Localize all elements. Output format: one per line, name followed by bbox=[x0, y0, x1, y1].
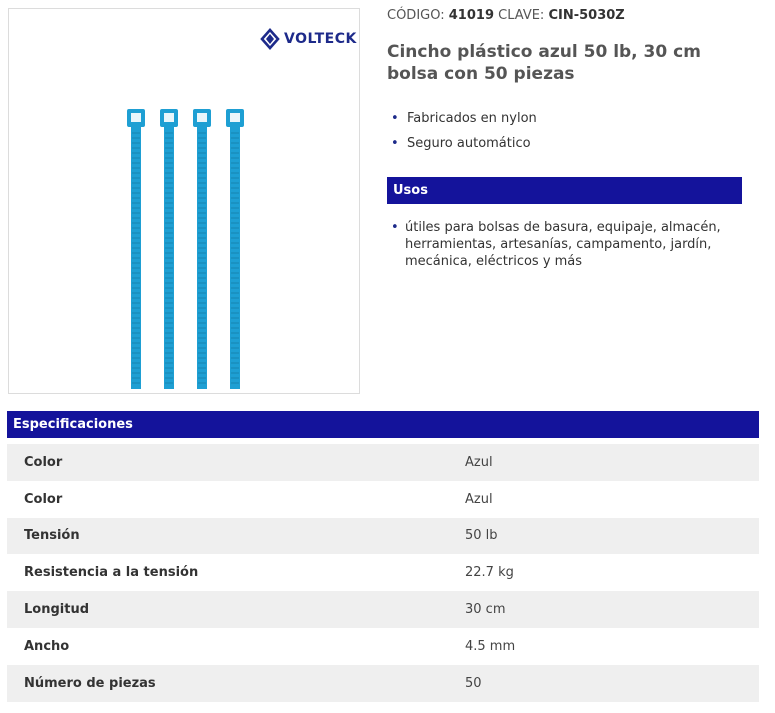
cable-tie bbox=[127, 109, 145, 389]
table-row bbox=[7, 554, 759, 591]
spec-value: Azul bbox=[465, 444, 759, 481]
spec-key: Color bbox=[24, 491, 63, 507]
spec-key: Tensión bbox=[7, 518, 465, 555]
product-title: Cincho plástico azul 50 lb, 30 cm bolsa con 50 piezas bbox=[387, 42, 701, 84]
cable-tie bbox=[193, 109, 211, 389]
uses-item: • útiles para bolsas de basura, equipaje, almacén, herramientas, artesanías, campamento, jardín, mecánica, eléctricos y más bbox=[387, 219, 737, 270]
table-row bbox=[7, 518, 759, 555]
spec-key: Resistencia a la tensión bbox=[24, 565, 199, 581]
specs-table bbox=[7, 444, 759, 702]
spec-key: Ancho bbox=[24, 638, 70, 654]
brand-name: VOLTECK bbox=[284, 31, 357, 47]
spec-key: Color bbox=[7, 444, 465, 481]
spec-value: 50 lb bbox=[465, 518, 759, 555]
spec-value: 50 bbox=[465, 665, 759, 702]
table-row bbox=[7, 444, 759, 481]
spec-key: Longitud bbox=[7, 591, 465, 628]
table-row bbox=[7, 481, 759, 518]
product-code-line bbox=[387, 8, 625, 23]
spec-value: Azul bbox=[465, 491, 493, 507]
uses-list bbox=[387, 219, 737, 270]
feature-item: • Fabricados en nylon bbox=[387, 108, 537, 133]
spec-value: 4.5 mm bbox=[465, 638, 516, 654]
table-row bbox=[7, 591, 759, 628]
specs-header: Especificaciones bbox=[7, 411, 759, 438]
cable-tie bbox=[226, 109, 244, 389]
spec-value: 22.7 kg bbox=[465, 565, 514, 581]
uses-header: Usos bbox=[387, 177, 742, 204]
cable-ties-image bbox=[9, 9, 359, 393]
code-label: CÓDIGO: bbox=[387, 8, 445, 23]
feature-list bbox=[387, 108, 537, 158]
spec-key: Número de piezas bbox=[7, 665, 465, 702]
product-clave: CIN-5030Z bbox=[548, 8, 625, 23]
spec-value: 30 cm bbox=[465, 591, 759, 628]
clave-label: CLAVE: bbox=[498, 8, 545, 23]
feature-item: • Seguro automático bbox=[387, 133, 537, 158]
cable-tie bbox=[160, 109, 178, 389]
table-row bbox=[7, 628, 759, 665]
product-image-panel bbox=[8, 8, 360, 394]
product-code: 41019 bbox=[448, 8, 494, 23]
table-row bbox=[7, 665, 759, 702]
